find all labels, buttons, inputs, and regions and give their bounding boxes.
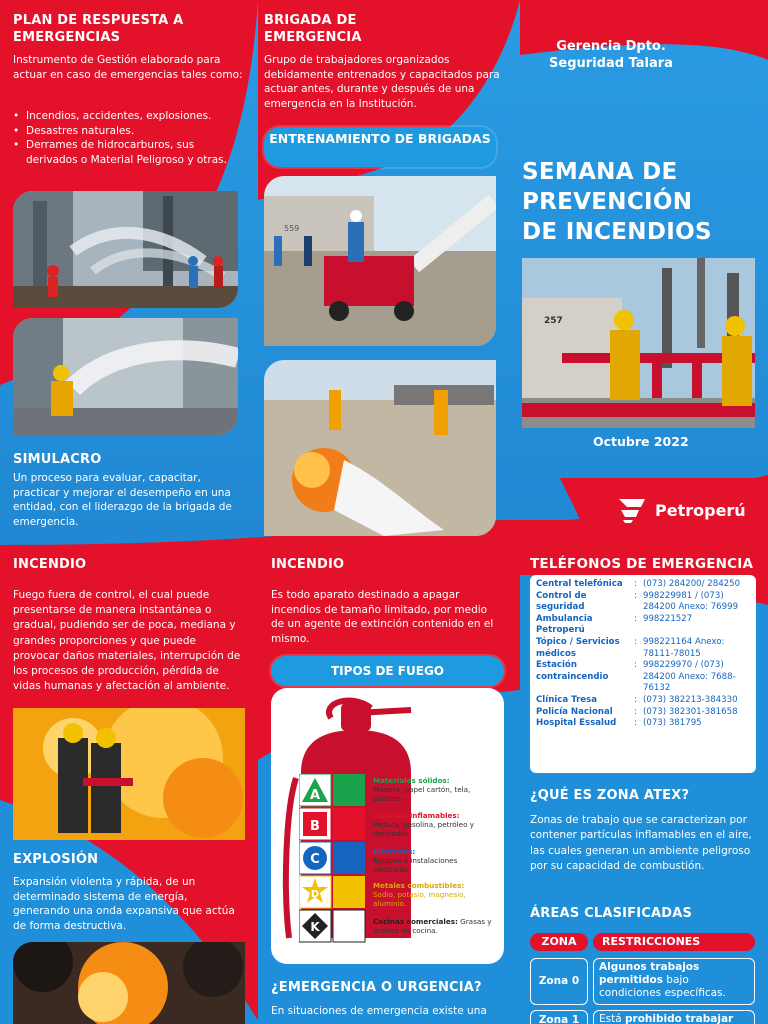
zona-header: ZONA — [530, 933, 588, 951]
cover-photo-firefighters — [522, 258, 755, 428]
petroperu-logo-icon — [617, 496, 649, 524]
event-title — [522, 157, 712, 247]
areas-title: ÁREAS CLASIFICADAS — [530, 906, 693, 921]
bullet-item: • Desastres naturales. — [13, 124, 233, 139]
svg-text:B: B — [310, 819, 320, 834]
svg-text:K: K — [310, 920, 320, 934]
fire-class-b — [373, 811, 491, 839]
incendio-text: Fuego fuera de control, el cual puede presentarse de manera instantánea o gradual, pudiendo ser de poca, mediana y grandes proporciones y que puede provocar daños materiales, interrupción de los procesos de producción, pérdida de vidas humanas y afectación al ambiente. — [13, 589, 241, 693]
plan-text: Instrumento de Gestión elaborado para actuar en caso de emergencias tales como: — [13, 54, 243, 81]
zona-0-restriction — [593, 958, 755, 1005]
extintor-title: INCENDIO — [271, 557, 345, 572]
bullet-item: • Derrames de hidrocarburos, sus derivados o Material Peligroso y otras. — [13, 138, 233, 167]
fire-class-d — [373, 881, 491, 909]
phone-label: Tópico / Servicios médicos — [536, 636, 620, 659]
phone-value: 998221527 — [643, 613, 693, 624]
zona-1-restriction — [593, 1010, 755, 1024]
fire-class-desc: Sodio, potasio, magnesio, aluminio. — [373, 890, 466, 909]
phone-value: (073) 381795 — [643, 718, 702, 729]
zona-1-cell: Zona 1 — [530, 1010, 588, 1024]
telefonos-title: TELÉFONOS DE EMERGENCIA — [530, 556, 754, 572]
explosion-photo — [13, 942, 245, 1024]
phone-row: Policía Nacional : (073) 382301-381658 — [536, 707, 750, 719]
petroperu-logo — [617, 496, 746, 524]
explosion-text: Expansión violenta y rápida, de un determinado sistema de energía, generando una onda expansiva que actúa de forma destructiva. — [13, 876, 235, 932]
plan-bullets — [13, 109, 233, 167]
svg-text:D: D — [310, 889, 320, 900]
training-photo-1 — [264, 176, 496, 346]
brigada-title: BRIGADA DE EMERGENCIA — [264, 13, 362, 45]
phone-row: Control de seguridad : 998229981 / (073) 284200 Anexo: 76999 — [536, 591, 750, 614]
zona-0-cell: Zona 0 — [530, 958, 588, 1005]
phone-row: Clínica Tresa : (073) 382213-384330 — [536, 695, 750, 707]
phone-label: Hospital Essalud — [536, 718, 617, 729]
phone-row: Central telefónica : (073) 284200/ 284250 — [536, 579, 750, 591]
zona-1-pre: Está — [599, 1013, 625, 1024]
phone-label: Clínica Tresa — [536, 694, 598, 705]
training-photo-2 — [264, 360, 496, 536]
zona-1-bold: prohibido trabajar — [625, 1013, 734, 1024]
simulacro-title: SIMULACRO — [13, 452, 102, 467]
emergencia-text: En situaciones de emergencia existe una — [271, 1005, 487, 1017]
entrenamiento-pill: ENTRENAMIENTO DE BRIGADAS — [264, 127, 496, 167]
atex-text: Zonas de trabajo que se caracterizan por contener partículas inflamables en el aire, las cuales generan un ambiente peligroso por su capacidad de combustión. — [530, 814, 752, 873]
firefighting-photo-1 — [13, 191, 238, 308]
event-date: Octubre 2022 — [593, 434, 689, 449]
phone-label: Estación contraincendio — [536, 660, 609, 682]
svg-text:C: C — [310, 852, 320, 867]
fire-class-icons — [299, 774, 367, 950]
fire-class-desc: Madera, papel cartón, tela, plástico. — [373, 785, 471, 804]
event-title-line: PREVENCIÓN — [522, 189, 693, 215]
phone-label: Control de seguridad — [536, 590, 587, 613]
incendio-title: INCENDIO — [13, 557, 87, 572]
brigada-text: Grupo de trabajadores organizados debidamente entrenados y capacitados para actuar antes, durante y después de una emergencia en la Institución. — [264, 54, 500, 110]
firefighting-photo-2 — [13, 318, 238, 435]
explosion-title: EXPLOSIÓN — [13, 852, 99, 867]
phone-value: 998221164 Anexo: 78111-78015 — [643, 636, 725, 659]
restricciones-header: RESTRICCIONES — [593, 933, 755, 951]
phone-label: Policía Nacional — [536, 706, 613, 717]
gerencia-text: Gerencia Dpto. Seguridad Talara — [549, 39, 673, 71]
phone-label: Central telefónica — [536, 579, 623, 589]
event-title-line: SEMANA DE — [522, 159, 678, 185]
emergencia-title: ¿EMERGENCIA O URGENCIA? — [271, 980, 482, 995]
phone-row: Hospital Essalud : (073) 381795 — [536, 718, 750, 730]
simulacro-text: Un proceso para evaluar, capacitar, practicar y mejorar el desempeño en una entidad, con el liderazgo de la brigada de emergencia. — [13, 472, 232, 528]
atex-title: ¿QUÉ ES ZONA ATEX? — [530, 788, 690, 803]
fire-class-desc: Equipos o instalaciones eléctricas. — [373, 856, 458, 875]
fire-class-a — [373, 776, 491, 804]
phone-value: (073) 284200/ 284250 — [643, 579, 741, 589]
fire-class-desc: Pintura, gasolina, petróleo y derivados. — [373, 820, 475, 839]
fire-class-name: Eléctricos: — [373, 847, 416, 856]
phone-row: Ambulancia Petroperú : 998221527 — [536, 614, 750, 637]
phone-row: Estación contraincendio : 998229970 / (073) 284200 Anexo: 7688-76132 — [536, 660, 750, 695]
svg-text:A: A — [309, 788, 321, 803]
fire-class-name: Líquidos Inflamables: — [373, 811, 460, 820]
phone-list — [530, 575, 756, 773]
tank-number: 257 — [544, 316, 563, 326]
fire-class-k — [373, 917, 493, 935]
extintor-text: Es todo aparato destinado a apagar incendios de tamaño limitado, por medio de un agente de extinción contenido en el mismo. — [271, 589, 494, 645]
zona-0-rest: bajo condiciones específicas. — [599, 974, 726, 999]
bullet-item: • Incendios, accidentes, explosiones. — [13, 109, 233, 124]
incendio-photo — [13, 708, 245, 840]
phone-value: 998229981 / (073) 284200 Anexo: 76999 — [643, 590, 739, 613]
plan-title: PLAN DE RESPUESTA A EMERGENCIAS — [13, 13, 184, 45]
phone-value: (073) 382301-381658 — [643, 706, 738, 717]
tipos-fuego-pill: TIPOS DE FUEGO — [271, 656, 504, 686]
petroperu-logo-text: Petroperú — [655, 500, 746, 520]
fire-class-name: Metales combustibles: — [373, 881, 465, 890]
event-title-line: DE INCENDIOS — [522, 219, 712, 245]
fire-class-c — [373, 847, 491, 875]
phone-value: 998229970 / (073) 284200 Anexo: 7688-76132 — [643, 660, 736, 694]
fire-class-name: Materiales sólidos: — [373, 776, 450, 785]
phone-label: Ambulancia Petroperú — [536, 613, 593, 636]
svg-text:559: 559 — [284, 224, 300, 233]
zona-0-bold: Algunos trabajos permitidos — [599, 961, 700, 986]
phone-value: (073) 382213-384330 — [643, 694, 738, 705]
phone-row: Tópico / Servicios médicos : 998221164 Anexo: 78111-78015 — [536, 637, 750, 660]
fire-class-name: Cocinas comerciales: — [373, 917, 458, 926]
fire-class-desc: Grasas y aceites de cocina. — [373, 917, 492, 936]
